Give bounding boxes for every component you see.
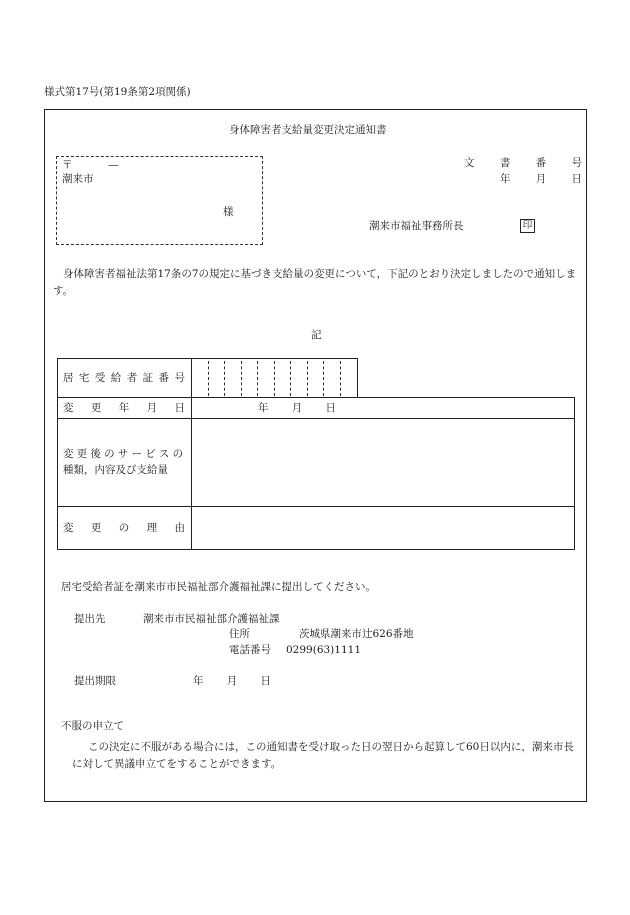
date-char: 月 — [226, 675, 238, 687]
document-number-label — [464, 158, 582, 169]
address-box — [56, 156, 263, 245]
deadline-label: 提出期限 — [74, 675, 116, 687]
label-char: 変 — [63, 522, 74, 534]
date-char: 日 — [571, 173, 582, 185]
date-char: 日 — [260, 675, 271, 687]
seal-mark: 印 — [520, 219, 535, 233]
service-label-line1 — [63, 449, 185, 460]
doc-number-char: 番 — [535, 157, 547, 169]
reason-label — [63, 523, 185, 534]
appeal-heading: 不服の申立て — [61, 720, 124, 732]
label-char: 号 — [174, 372, 185, 384]
date-char: 年 — [258, 402, 269, 414]
appeal-text: この決定に不服がある場合には，この通知書を受け取った日の翌日から起算して60日以内に，潮来市長に対して異議申立てをすることができます。 — [72, 741, 574, 770]
label-char: 年 — [118, 402, 130, 414]
cert-digit-divider — [340, 361, 341, 396]
label-char: 宅 — [78, 372, 90, 384]
document-title: 身体障害者支給量変更決定通知書 — [229, 124, 387, 136]
label-char: 者 — [126, 372, 138, 384]
table-line — [191, 358, 192, 550]
phone-label: 電話番号 — [229, 644, 271, 656]
issuer-name: 潮来市福祉事務所長 — [369, 220, 464, 232]
label-char: 由 — [174, 522, 185, 534]
submission-dept: 潮来市市民福祉部介護福祉課 — [143, 613, 280, 625]
label-char: 日 — [174, 402, 185, 414]
postal-dash: — — [108, 159, 119, 171]
address-label: 住所 — [229, 628, 250, 640]
cert-digit-divider — [307, 361, 308, 396]
notice-body-text: 身体障害者福祉法第17条の7の規定に基づき支給量の変更について，下記のとおり決定しましたので通知します。 — [53, 268, 577, 297]
date-char: 月 — [535, 173, 547, 185]
cert-number-label — [63, 373, 185, 384]
label-char: の — [118, 522, 130, 534]
issue-date-label — [500, 174, 582, 185]
table-line — [574, 397, 575, 550]
date-char: 年 — [193, 675, 204, 687]
date-char: 月 — [291, 402, 303, 414]
table-line — [57, 397, 575, 398]
doc-number-char: 号 — [571, 157, 582, 169]
label-char: 番 — [158, 372, 170, 384]
form-number: 様式第17号(第19条第2項関係) — [44, 86, 191, 98]
doc-number-char: 書 — [499, 157, 511, 169]
table-line — [57, 418, 575, 419]
change-date-label — [63, 403, 185, 414]
ki-heading: 記 — [311, 329, 322, 341]
cert-digit-divider — [323, 361, 324, 396]
label-char: 理 — [146, 522, 158, 534]
table-line — [57, 549, 575, 550]
label-char: 月 — [146, 402, 158, 414]
label-char: 更 — [90, 522, 102, 534]
submission-label: 提出先 — [74, 613, 106, 625]
cert-digit-divider — [224, 361, 225, 396]
service-label-line2: 種類，内容及び支給量 — [63, 464, 168, 476]
deadline-date — [193, 676, 271, 687]
cert-digit-divider — [274, 361, 275, 396]
label-char: 証 — [142, 372, 154, 384]
doc-number-char: 文 — [464, 157, 475, 169]
label-char: 受 — [94, 372, 106, 384]
change-date-value — [258, 403, 336, 414]
submit-instruction: 居宅受給者証を潮来市市民福祉部介護福祉課に提出してください。 — [61, 581, 376, 593]
date-char: 年 — [500, 173, 511, 185]
honorific: 様 — [223, 206, 234, 218]
label-char: 更 — [90, 402, 102, 414]
label-char: 給 — [110, 372, 122, 384]
table-line — [57, 358, 58, 550]
cert-digit-divider — [241, 361, 242, 396]
phone-number: 0299(63)1111 — [286, 644, 361, 656]
cert-digit-divider — [208, 361, 209, 396]
label-char: 居 — [63, 372, 74, 384]
address-city: 潮来市 — [62, 173, 94, 185]
date-char: 日 — [325, 402, 336, 414]
cert-digit-divider — [257, 361, 258, 396]
table-line — [357, 358, 358, 398]
postal-mark: 〒 — [62, 159, 73, 171]
submission-address: 茨城県潮来市辻626番地 — [299, 628, 414, 640]
table-line — [57, 358, 358, 359]
cert-digit-divider — [290, 361, 291, 396]
service-label-text: 変更後のサービスの — [63, 448, 187, 460]
label-char: 変 — [63, 402, 74, 414]
table-line — [57, 506, 575, 507]
